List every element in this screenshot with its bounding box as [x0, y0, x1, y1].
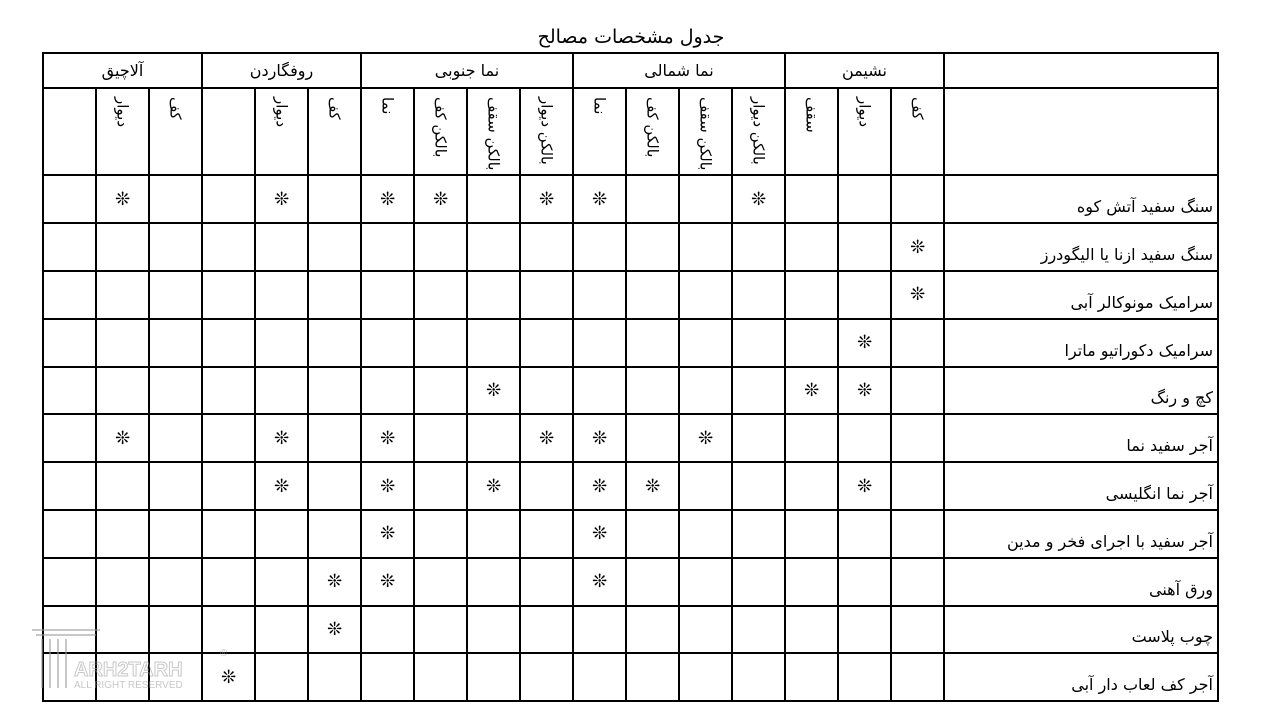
mark-cell — [573, 606, 626, 654]
material-name: کچ و رنگ — [944, 367, 1218, 415]
table-row — [43, 319, 1218, 367]
subheader-blank-corner — [944, 88, 1218, 175]
mark-cell — [43, 271, 96, 319]
mark-cell — [308, 510, 361, 558]
group-north-facade: نما شمالی — [573, 53, 785, 88]
mark-cell — [679, 558, 732, 606]
mark-cell — [202, 367, 255, 415]
mark-cell — [255, 271, 308, 319]
mark-cell — [520, 367, 573, 415]
mark-cell — [149, 510, 202, 558]
mark-cell — [732, 223, 785, 271]
mark-cell — [467, 414, 520, 462]
mark-cell — [149, 271, 202, 319]
mark-cell — [626, 414, 679, 462]
subheader-north-facade: نما — [573, 88, 626, 175]
mark-cell — [891, 653, 944, 701]
mark-cell — [785, 319, 838, 367]
mark-cell — [732, 606, 785, 654]
mark-cell — [308, 462, 361, 510]
mark-star: ❊ — [785, 367, 838, 415]
mark-cell — [361, 319, 414, 367]
mark-cell — [626, 319, 679, 367]
material-name: آجر کف لعاب دار آبی — [944, 653, 1218, 701]
watermark-rights: ALL RIGHT RESERVED — [74, 680, 183, 691]
mark-cell — [785, 558, 838, 606]
table-row — [43, 223, 1218, 271]
mark-cell — [838, 175, 891, 223]
mark-cell — [626, 367, 679, 415]
mark-star: ❊ — [96, 175, 149, 223]
mark-cell — [467, 223, 520, 271]
mark-cell — [679, 606, 732, 654]
mark-cell — [891, 319, 944, 367]
mark-cell — [626, 558, 679, 606]
material-name: سنگ سفید ازنا یا الیگودرز — [944, 223, 1218, 271]
group-header-row — [43, 53, 1218, 88]
mark-cell — [467, 558, 520, 606]
mark-cell — [838, 510, 891, 558]
mark-cell — [308, 319, 361, 367]
subheader-north-balcony-wall: بالکن دیوار — [732, 88, 785, 175]
mark-cell — [308, 414, 361, 462]
mark-cell — [626, 175, 679, 223]
mark-cell — [202, 319, 255, 367]
mark-cell — [96, 367, 149, 415]
mark-cell — [361, 223, 414, 271]
mark-cell — [573, 367, 626, 415]
mark-star: ❊ — [255, 462, 308, 510]
table-row — [43, 558, 1218, 606]
table-row — [43, 175, 1218, 223]
mark-cell — [149, 558, 202, 606]
mark-cell — [414, 414, 467, 462]
mark-cell — [255, 606, 308, 654]
mark-cell — [202, 223, 255, 271]
group-south-facade: نما جنوبی — [361, 53, 573, 88]
mark-star: ❊ — [255, 175, 308, 223]
mark-cell — [467, 606, 520, 654]
mark-cell — [96, 462, 149, 510]
watermark-registered: ® — [220, 648, 228, 659]
mark-cell — [838, 414, 891, 462]
mark-cell — [732, 558, 785, 606]
mark-star: ❊ — [573, 558, 626, 606]
mark-cell — [891, 414, 944, 462]
mark-star: ❊ — [308, 606, 361, 654]
mark-star: ❊ — [520, 175, 573, 223]
mark-cell — [520, 271, 573, 319]
mark-cell — [202, 462, 255, 510]
mark-cell — [520, 510, 573, 558]
mark-star: ❊ — [96, 414, 149, 462]
mark-cell — [255, 653, 308, 701]
mark-cell — [732, 271, 785, 319]
mark-cell — [838, 271, 891, 319]
mark-star: ❊ — [202, 653, 255, 701]
mark-cell — [414, 462, 467, 510]
subheader-south-facade: نما — [361, 88, 414, 175]
mark-cell — [679, 653, 732, 701]
subheader-roof-wall: دیوار — [255, 88, 308, 175]
mark-cell — [308, 223, 361, 271]
mark-cell — [626, 271, 679, 319]
mark-cell — [43, 462, 96, 510]
mark-cell — [149, 175, 202, 223]
material-name: ورق آهنی — [944, 558, 1218, 606]
mark-cell — [520, 319, 573, 367]
watermark-brand: ARH2TARH — [74, 659, 183, 681]
mark-cell — [467, 319, 520, 367]
mark-cell — [838, 223, 891, 271]
mark-cell — [626, 606, 679, 654]
mark-cell — [679, 175, 732, 223]
mark-cell — [149, 319, 202, 367]
material-name: آجر نما انگلیسی — [944, 462, 1218, 510]
mark-cell — [679, 319, 732, 367]
mark-cell — [891, 510, 944, 558]
mark-cell — [679, 367, 732, 415]
materials-table — [42, 52, 1219, 702]
mark-star: ❊ — [891, 223, 944, 271]
subheader-roof-floor: کف — [308, 88, 361, 175]
mark-star: ❊ — [626, 462, 679, 510]
table-row — [43, 462, 1218, 510]
table-title: جدول مشخصات مصالح — [537, 26, 725, 48]
mark-cell — [149, 414, 202, 462]
table-row — [43, 414, 1218, 462]
table-row — [43, 271, 1218, 319]
mark-cell — [891, 367, 944, 415]
mark-star: ❊ — [361, 462, 414, 510]
mark-cell — [414, 653, 467, 701]
mark-cell — [785, 414, 838, 462]
mark-star: ❊ — [573, 175, 626, 223]
mark-cell — [732, 319, 785, 367]
mark-star: ❊ — [361, 175, 414, 223]
mark-cell — [679, 223, 732, 271]
material-name: آجر سفید با اجرای فخر و مدین — [944, 510, 1218, 558]
mark-star: ❊ — [361, 558, 414, 606]
mark-cell — [308, 367, 361, 415]
subheader-south-balcony-floor: بالکن کف — [414, 88, 467, 175]
mark-star: ❊ — [414, 175, 467, 223]
material-name: آجر سفید نما — [944, 414, 1218, 462]
mark-cell — [573, 271, 626, 319]
mark-cell — [361, 653, 414, 701]
mark-star: ❊ — [732, 175, 785, 223]
mark-star: ❊ — [361, 414, 414, 462]
mark-cell — [785, 271, 838, 319]
mark-cell — [361, 367, 414, 415]
mark-cell — [467, 510, 520, 558]
mark-cell — [520, 558, 573, 606]
subheader-south-balcony-wall: بالکن دیوار — [520, 88, 573, 175]
mark-cell — [43, 510, 96, 558]
mark-cell — [43, 558, 96, 606]
subheader-north-balcony-ceiling: بالکن سقف — [679, 88, 732, 175]
mark-cell — [679, 271, 732, 319]
mark-cell — [255, 367, 308, 415]
mark-star: ❊ — [255, 414, 308, 462]
mark-cell — [361, 606, 414, 654]
mark-cell — [891, 175, 944, 223]
mark-cell — [43, 223, 96, 271]
table-body — [43, 175, 1218, 701]
material-name: سرامیک دکوراتیو ماترا — [944, 319, 1218, 367]
subheader-south-balcony-ceiling: بالکن سقف — [467, 88, 520, 175]
mark-cell — [785, 653, 838, 701]
mark-cell — [149, 367, 202, 415]
mark-cell — [891, 558, 944, 606]
mark-cell — [414, 367, 467, 415]
mark-star: ❊ — [520, 414, 573, 462]
mark-cell — [96, 510, 149, 558]
mark-cell — [785, 606, 838, 654]
mark-star: ❊ — [838, 367, 891, 415]
table-row — [43, 367, 1218, 415]
mark-cell — [414, 606, 467, 654]
mark-star: ❊ — [891, 271, 944, 319]
material-name: چوب پلاست — [944, 606, 1218, 654]
mark-cell — [43, 175, 96, 223]
mark-cell — [43, 319, 96, 367]
mark-cell — [732, 367, 785, 415]
mark-cell — [785, 175, 838, 223]
mark-cell — [573, 223, 626, 271]
mark-cell — [308, 271, 361, 319]
mark-cell — [308, 653, 361, 701]
mark-cell — [626, 653, 679, 701]
mark-cell — [467, 271, 520, 319]
mark-star: ❊ — [573, 510, 626, 558]
subheader-blank — [43, 88, 96, 175]
group-alachiq: آلاچیق — [43, 53, 202, 88]
mark-cell — [361, 271, 414, 319]
mark-cell — [520, 653, 573, 701]
mark-cell — [732, 653, 785, 701]
mark-cell — [891, 462, 944, 510]
mark-cell — [202, 558, 255, 606]
mark-cell — [838, 653, 891, 701]
subheader-alachiq-floor: کف — [149, 88, 202, 175]
mark-cell — [414, 223, 467, 271]
mark-star: ❊ — [679, 414, 732, 462]
material-name: سرامیک مونوکالر آبی — [944, 271, 1218, 319]
group-blank-corner — [944, 53, 1218, 88]
mark-cell — [785, 510, 838, 558]
subheader-row — [43, 88, 1218, 175]
mark-star: ❊ — [838, 462, 891, 510]
subheader-living-ceiling: سقف — [785, 88, 838, 175]
mark-cell — [520, 223, 573, 271]
mark-cell — [573, 653, 626, 701]
mark-cell — [96, 319, 149, 367]
mark-cell — [626, 223, 679, 271]
mark-cell — [414, 558, 467, 606]
mark-cell — [467, 175, 520, 223]
mark-cell — [732, 462, 785, 510]
mark-cell — [202, 175, 255, 223]
mark-cell — [573, 319, 626, 367]
mark-cell — [202, 414, 255, 462]
mark-cell — [838, 558, 891, 606]
mark-cell — [43, 414, 96, 462]
group-roofgarden: روفگاردن — [202, 53, 361, 88]
mark-cell — [255, 510, 308, 558]
mark-cell — [149, 223, 202, 271]
mark-cell — [202, 271, 255, 319]
mark-star: ❊ — [467, 462, 520, 510]
mark-cell — [520, 606, 573, 654]
mark-cell — [255, 319, 308, 367]
mark-cell — [202, 510, 255, 558]
mark-star: ❊ — [573, 462, 626, 510]
mark-cell — [679, 462, 732, 510]
mark-cell — [838, 606, 891, 654]
mark-cell — [626, 510, 679, 558]
mark-star: ❊ — [467, 367, 520, 415]
mark-cell — [96, 558, 149, 606]
mark-cell — [255, 558, 308, 606]
watermark-logo — [28, 628, 238, 692]
mark-cell — [520, 462, 573, 510]
mark-cell — [414, 319, 467, 367]
subheader-alachiq-wall: دیوار — [96, 88, 149, 175]
material-name: سنگ سفید آتش کوه — [944, 175, 1218, 223]
mark-cell — [467, 653, 520, 701]
mark-cell — [149, 462, 202, 510]
mark-cell — [96, 223, 149, 271]
mark-cell — [414, 510, 467, 558]
subheader-blank — [202, 88, 255, 175]
mark-star: ❊ — [361, 510, 414, 558]
mark-star: ❊ — [573, 414, 626, 462]
mark-star: ❊ — [838, 319, 891, 367]
mark-cell — [679, 510, 732, 558]
mark-cell — [96, 271, 149, 319]
subheader-north-balcony-floor: بالکن کف — [626, 88, 679, 175]
mark-cell — [308, 175, 361, 223]
subheader-living-floor: کف — [891, 88, 944, 175]
mark-cell — [785, 462, 838, 510]
subheader-living-wall: دیوار — [838, 88, 891, 175]
mark-cell — [414, 271, 467, 319]
mark-cell — [732, 414, 785, 462]
mark-cell — [732, 510, 785, 558]
mark-cell — [43, 367, 96, 415]
mark-cell — [255, 223, 308, 271]
mark-cell — [785, 223, 838, 271]
group-living: نشیمن — [785, 53, 944, 88]
mark-cell — [891, 606, 944, 654]
mark-star: ❊ — [308, 558, 361, 606]
table-row — [43, 510, 1218, 558]
